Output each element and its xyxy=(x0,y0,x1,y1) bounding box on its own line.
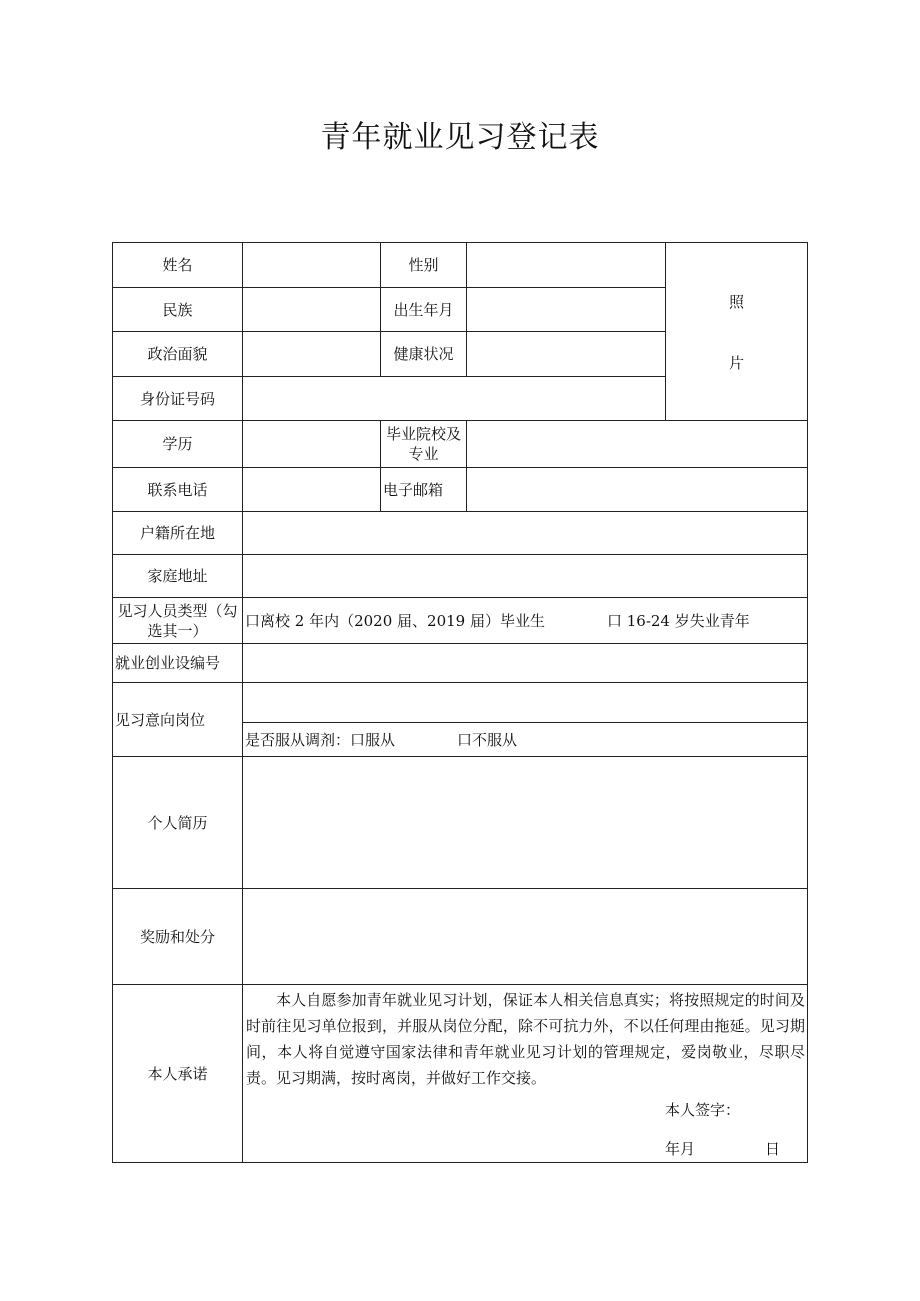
table-row xyxy=(113,644,808,683)
health-label: 健康状况 xyxy=(381,332,467,377)
resume-label: 个人简历 xyxy=(113,757,243,889)
pledge-label: 本人承诺 xyxy=(113,985,243,1163)
table-row xyxy=(113,683,808,723)
employment-id-field[interactable] xyxy=(243,644,808,683)
adjustment-option-no[interactable]: 口不服从 xyxy=(457,731,518,749)
trainee-type-option-graduate[interactable]: 口离校 2 年内（2020 届、2019 届）毕业生 xyxy=(245,612,545,630)
table-row xyxy=(113,598,808,644)
email-field[interactable] xyxy=(467,468,808,512)
photo-label-char1: 照 xyxy=(728,293,744,311)
date-day-label: 日 xyxy=(765,1140,781,1158)
rewards-label: 奖励和处分 xyxy=(113,889,243,985)
id-number-label: 身份证号码 xyxy=(113,377,243,421)
pledge-text: 本人自愿参加青年就业见习计划，保证本人相关信息真实；将按照规定的时间及时前往见习单位报到，并服从岗位分配，除不可抗力外，不以任何理由拖延。见习期间，本人将自觉遵守国家法律和青年就业见习计划的管理规定，爱岗敬业，尽职尽责。见习期满，按时离岗，并做好工作交接。 xyxy=(246,991,805,1087)
intended-position-label: 见习意向岗位 xyxy=(113,683,243,757)
birth-field[interactable] xyxy=(467,288,666,332)
rewards-field[interactable] xyxy=(243,889,808,985)
education-field[interactable] xyxy=(243,421,381,468)
intended-position-field[interactable] xyxy=(243,683,808,723)
name-label: 姓名 xyxy=(113,243,243,288)
political-field[interactable] xyxy=(243,332,381,377)
table-row xyxy=(113,512,808,555)
ethnicity-label: 民族 xyxy=(113,288,243,332)
address-field[interactable] xyxy=(243,555,808,598)
registration-form xyxy=(112,242,807,1163)
birth-label: 出生年月 xyxy=(381,288,467,332)
table-row xyxy=(113,421,808,468)
form-title: 青年就业见习登记表 xyxy=(320,120,600,155)
ethnicity-field[interactable] xyxy=(243,288,381,332)
adjustment-option-yes[interactable]: 口服从 xyxy=(350,731,396,749)
photo-box[interactable] xyxy=(666,243,808,421)
id-number-field[interactable] xyxy=(243,377,666,421)
school-major-field[interactable] xyxy=(467,421,808,468)
table-row xyxy=(113,757,808,889)
registration-table xyxy=(112,242,808,1163)
health-field[interactable] xyxy=(467,332,666,377)
education-label: 学历 xyxy=(113,421,243,468)
gender-label: 性别 xyxy=(381,243,467,288)
table-row xyxy=(113,555,808,598)
trainee-type-options xyxy=(243,598,808,644)
employment-id-label: 就业创业设编号 xyxy=(113,644,243,683)
school-major-label: 毕业院校及专业 xyxy=(381,421,467,468)
household-label: 户籍所在地 xyxy=(113,512,243,555)
pledge-cell xyxy=(243,985,808,1163)
trainee-type-option-unemployed-youth[interactable]: 口 16-24 岁失业青年 xyxy=(606,612,750,630)
trainee-type-label: 见习人员类型（勾选其一） xyxy=(113,598,243,644)
phone-field[interactable] xyxy=(243,468,381,512)
table-row xyxy=(113,468,808,512)
resume-field[interactable] xyxy=(243,757,808,889)
adjustment-options xyxy=(243,723,808,757)
email-label: 电子邮箱 xyxy=(381,468,467,512)
address-label: 家庭地址 xyxy=(113,555,243,598)
date-year-month-label: 年月 xyxy=(665,1140,696,1158)
table-row xyxy=(113,889,808,985)
name-field[interactable] xyxy=(243,243,381,288)
photo-label-char2: 片 xyxy=(728,354,744,372)
table-row xyxy=(113,985,808,1163)
signature-label: 本人签字： xyxy=(665,1101,741,1119)
political-label: 政治面貌 xyxy=(113,332,243,377)
gender-field[interactable] xyxy=(467,243,666,288)
phone-label: 联系电话 xyxy=(113,468,243,512)
table-row xyxy=(113,243,808,288)
adjustment-question: 是否服从调剂： xyxy=(245,731,351,749)
household-field[interactable] xyxy=(243,512,808,555)
